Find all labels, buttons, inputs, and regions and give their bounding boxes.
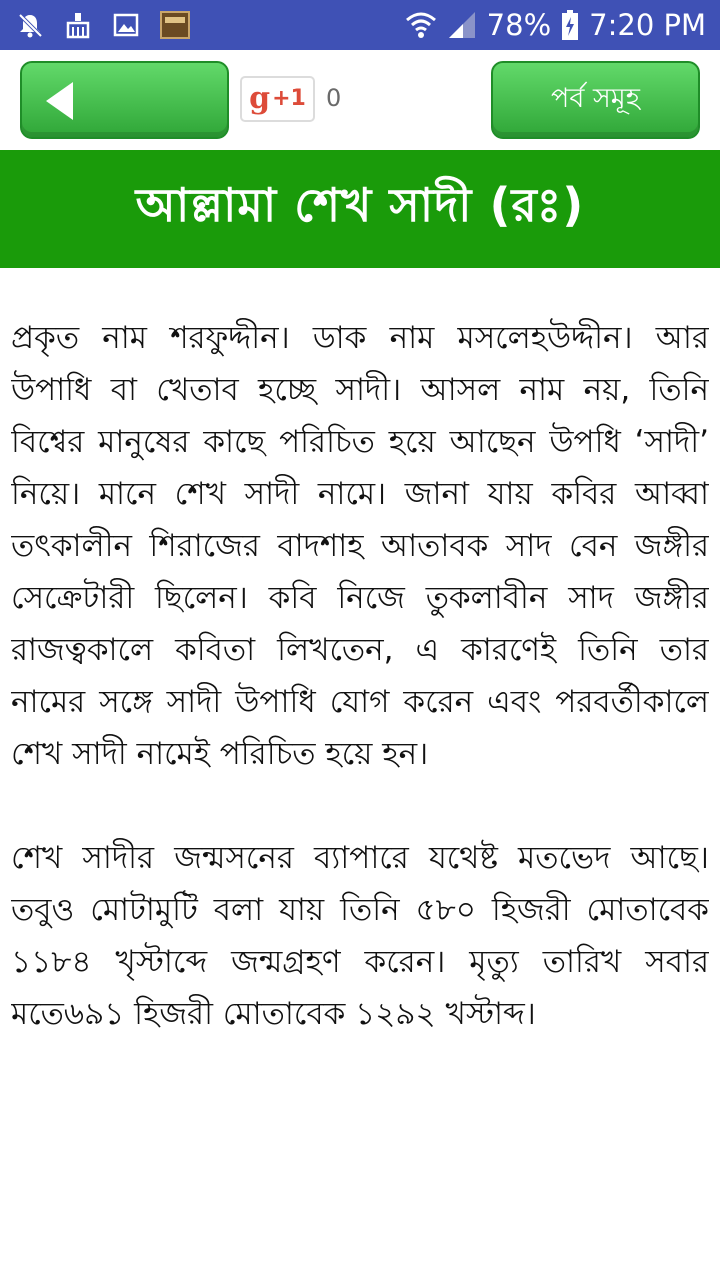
back-button[interactable] <box>20 61 229 139</box>
article-paragraph: প্রকৃত নাম শরফুদ্দীন। ডাক নাম মসলেহউদ্দীন। আর উপাধি বা খেতাব হচ্ছে সাদী। আসল নাম নয়, তিনি বিশ্বের মানুষের কাছে পরিচিত হয়ে আছেন উপধি ‘সাদী’ নিয়ে। মানে শেখ সাদী নামে। জানা যায় কবির আব্বা তৎকালীন শিরাজের বাদশাহ আতাবক সাদ বেন জঙ্গীর সেক্রেটারী ছিলেন। কবি নিজে তুকলাবীন সাদ জঙ্গীর রাজত্বকালে কবিতা লিখতেন, এ কারণেই তিনি তার নামের সঙ্গে সাদী উপাধি যোগ করেন এবং পরবর্তীকালে শেখ সাদী নামেই পরিচিত হয়ে হন। <box>11 320 709 772</box>
battery-icon <box>561 10 579 40</box>
status-bar <box>0 0 720 50</box>
system-status <box>405 8 706 42</box>
mute-icon <box>16 11 44 39</box>
google-plus-one-label: +1 <box>272 86 306 111</box>
back-arrow-icon <box>46 82 73 120</box>
notification-icons <box>16 9 190 41</box>
title-banner <box>0 150 720 268</box>
toolbar <box>0 50 720 150</box>
page-title: আল্লামা শেখ সাদী (রঃ) <box>135 178 585 232</box>
google-plus-g: g <box>249 81 271 116</box>
app-thumbnail-icon <box>160 11 190 39</box>
plus-one-count: 0 <box>326 84 342 112</box>
wifi-icon <box>405 10 437 40</box>
gallery-icon <box>112 11 140 39</box>
clock: 7:20 PM <box>589 8 706 42</box>
google-plus-one-button[interactable] <box>240 76 315 122</box>
cleaner-icon <box>64 11 92 39</box>
battery-percent: 78% <box>486 8 552 42</box>
episodes-button[interactable]: পর্ব সমূহ <box>491 61 700 139</box>
article-body[interactable] <box>11 312 709 1168</box>
signal-icon <box>447 10 477 40</box>
article-paragraph: শেখ সাদীর জন্মসনের ব্যাপারে যথেষ্ট মতভেদ আছে। তবুও মোটামুটি বলা যায় তিনি ৫৮০ হিজরী মোতাবেক ১১৮৪ খৃস্টাব্দে জন্মগ্রহণ করেন। মৃত্যু তারিখ সবার মতে৬৯১ হিজরী মোতাবেক ১২৯২ খস্টাব্দ। <box>11 840 709 1032</box>
